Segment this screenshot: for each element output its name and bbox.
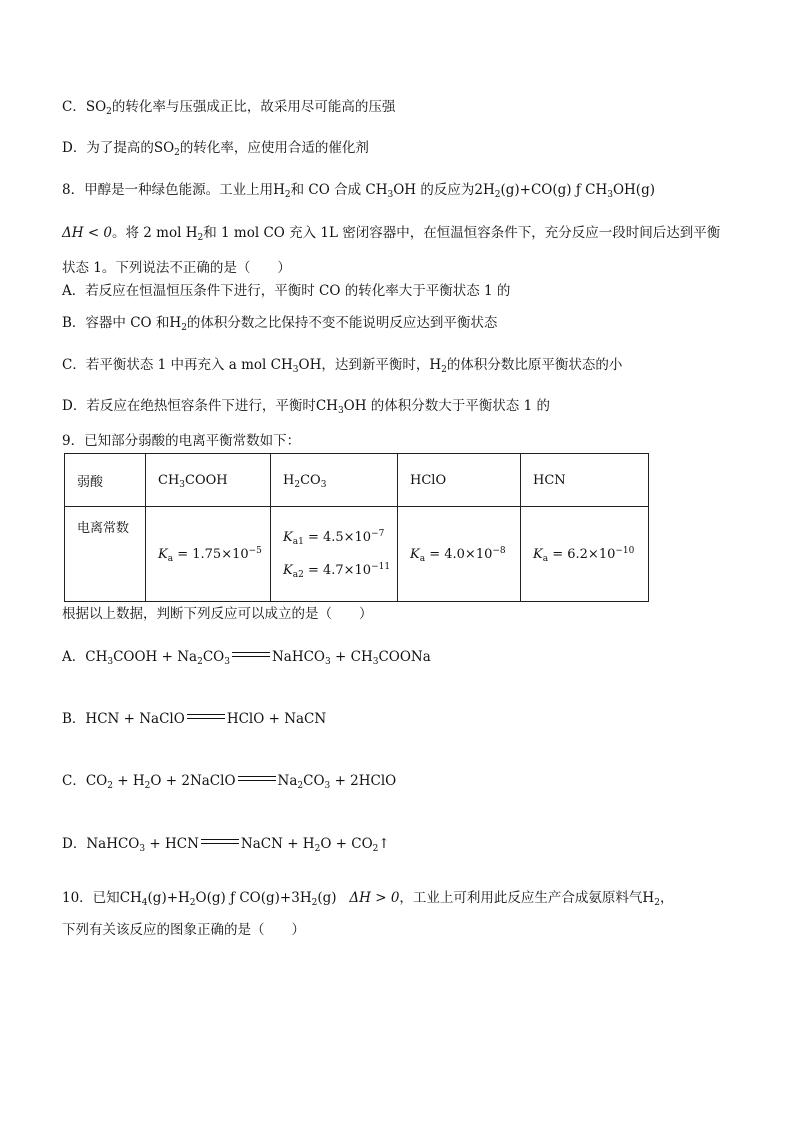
table-row: [65, 507, 649, 602]
table-row: [65, 454, 649, 507]
table-cell-hcn: $K_a = 6.2\times 10^{-10}$: [521, 507, 649, 602]
q10-stem-line2: 下列有关该反应的图象正确的是（ ）: [62, 922, 305, 938]
table-header-hcn: HCN: [521, 454, 649, 507]
q9-option-c: C．$CO_2 + H_2O$ + 2NaClO $Na_2CO_3$ + 2HClO: [62, 773, 397, 791]
q8-option-a: A．若反应在恒温恒压条件下进行，平衡时 CO 的转化率大于平衡状态 1 的: [62, 283, 511, 299]
q9-question: 根据以上数据，判断下列反应可以成立的是（ ）: [62, 606, 373, 622]
q7-option-d: D．为了提高的$SO_2$的转化率，应使用合适的催化剂: [62, 140, 369, 158]
q10-stem-line1: 10．已知$CH_4(g)+H_2O(g)$ ƒ $CO(g)+3H_2(g)$ ΔH > 0，工业上可利用此反应生产合成氨原料气$H_2$，: [62, 890, 674, 908]
ionization-constant-table: [64, 453, 649, 602]
q7-option-c: C．$SO_2$的转化率与压强成正比，故采用尽可能高的压强: [62, 99, 396, 117]
q8-option-d: D．若反应在绝热恒容条件下进行，平衡时$CH_3OH$ 的体积分数大于平衡状态 1 的: [62, 398, 550, 416]
q8-stem-line1: 8．甲醇是一种绿色能源。工业上用$H_2$和 CO 合成 $CH_3OH$ 的反应为$2H_2(g)+CO(g)$ ƒ $CH_3OH(g)$: [62, 182, 655, 200]
equals-arrow-icon: [232, 651, 270, 659]
table-header-acid: 弱酸: [65, 454, 146, 507]
table-header-ch3cooh: $CH_3COOH$: [146, 454, 271, 507]
table-cell-h2co3: $K_{a1} = 4.5\times 10^{-7}$ $K_{a2} = 4.7\times 10^{-11}$: [271, 507, 398, 602]
q8-option-c: C．若平衡状态 1 中再充入 a mol $CH_3OH$，达到新平衡时，$H_2$的体积分数比原平衡状态的小: [62, 357, 623, 375]
q9-stem: 9．已知部分弱酸的电离平衡常数如下：: [62, 433, 301, 449]
table-cell-label: 电离常数: [65, 507, 146, 602]
table-cell-ch3cooh: $K_a = 1.75\times 10^{-5}$: [146, 507, 271, 602]
equals-arrow-icon: [187, 713, 225, 721]
q8-option-b: B．容器中 CO 和$H_2$的体积分数之比保持不变不能说明反应达到平衡状态: [62, 315, 498, 333]
equals-arrow-icon: [201, 838, 239, 846]
table-cell-hclo: $K_a = 4.0\times 10^{-8}$: [398, 507, 521, 602]
q8-stem-line2: ΔH < 0。将 2 mol $H_2$和 1 mol CO 充入 1L 密闭容器中，在恒温恒容条件下，充分反应一段时间后达到平衡: [62, 225, 721, 243]
table-header-hclo: HClO: [398, 454, 521, 507]
q8-stem-line3: 状态 1。下列说法不正确的是（ ）: [62, 260, 291, 276]
q9-option-b: B．HCN + NaClO HClO + NaCN: [62, 711, 327, 727]
equals-arrow-icon: [238, 775, 276, 783]
q9-option-d: D．NaHCO$_3$ + HCN NaCN + $H_2O$ + $CO_2↑$: [62, 836, 390, 854]
q9-option-a: A．$CH_3COOH + Na_2CO_3$ NaHCO$_3$ + $CH_3COONa$: [62, 649, 431, 667]
table-header-h2co3: $H_2CO_3$: [271, 454, 398, 507]
